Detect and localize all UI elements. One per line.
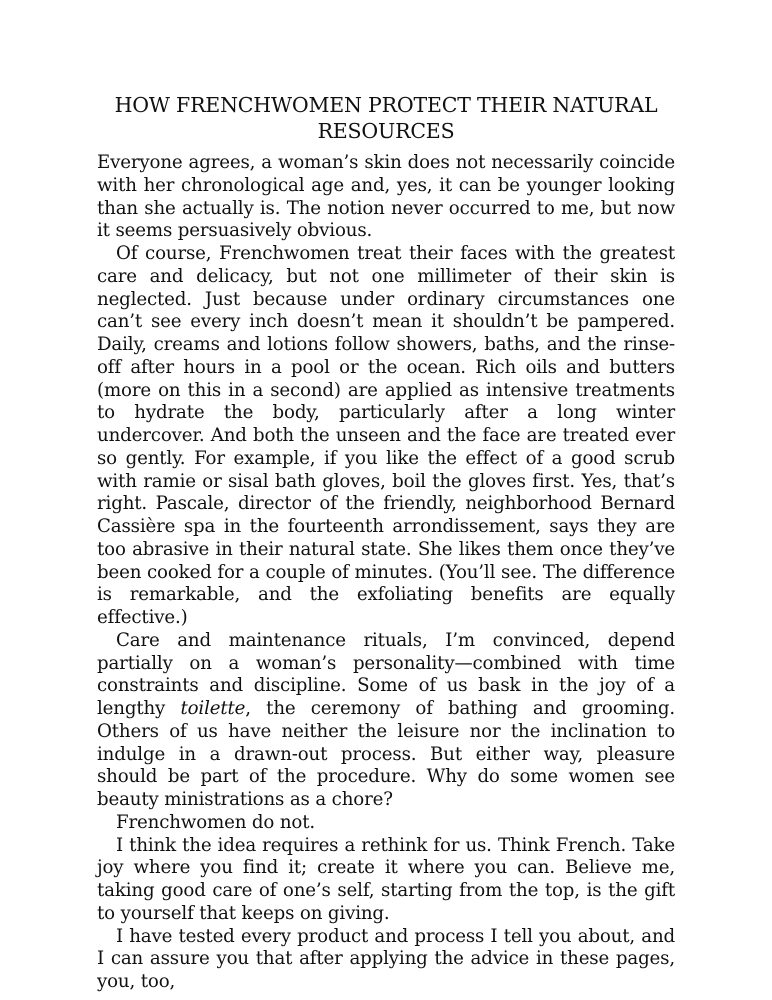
paragraph-3-text-b: , the ceremony of bathing and grooming. Others of us have neither the leisure nor the inclination to indulge in a drawn-out process. But either way, pleasure should be part of the procedure. Why do some women see beauty ministrations as a chore? (97, 698, 675, 810)
body-text (97, 152, 675, 994)
paragraph-3 (97, 630, 675, 812)
paragraph-1: Everyone agrees, a woman’s skin does not necessarily coincide with her chronological age and, yes, it can be younger looking than she actually is. The notion never occurred to me, but now it seems persuasively obvious. (97, 152, 675, 242)
paragraph-3-italic-term: toilette (180, 698, 246, 719)
chapter-title: HOW FRENCHWOMEN PROTECT THEIR NATURAL RESOURCES (114, 93, 658, 143)
paragraph-6: I have tested every product and process I tell you about, and I can assure you that after applying the advice in these pages, you, too, (97, 925, 675, 992)
book-page (97, 92, 675, 994)
paragraph-4: Frenchwomen do not. (116, 811, 315, 833)
paragraph-5: I think the idea requires a rethink for us. Think French. Take joy where you find it; create it where you can. Believe me, taking good care of one’s self, starting from the top, is the gift to yourself that keeps on giving. (97, 834, 675, 924)
paragraph-3-text-a: Care and maintenance rituals, I’m convinced, depend partially on a woman’s personality—combined with time constraints and discipline. Some of us bask in the joy of a lengthy (97, 629, 675, 719)
paragraph-2: Of course, Frenchwomen treat their faces with the greatest care and delicacy, but not one millimeter of their skin is neglected. Just because under ordinary circumstances one can’t see every inch doesn’t mean it shouldn’t be pampered. Daily, creams and lotions follow showers, baths, and the rinse-off after hours in a pool or the ocean. Rich oils and butters (more on this in a second) are applied as intensive treatments to hydrate the body, particularly after a long winter undercover. And both the unseen and the face are treated ever so gently. For example, if you like the effect of a good scrub with ramie or sisal bath gloves, boil the gloves first. Yes, that’s right. Pascale, director of the friendly, neighborhood Bernard Cassière spa in the fourteenth arrondissement, says they are too abrasive in their natural state. She likes them once they’ve been cooked for a couple of minutes. (You’ll see. The difference is remarkable, and the exfoliating benefits are equally effective.) (97, 243, 675, 628)
